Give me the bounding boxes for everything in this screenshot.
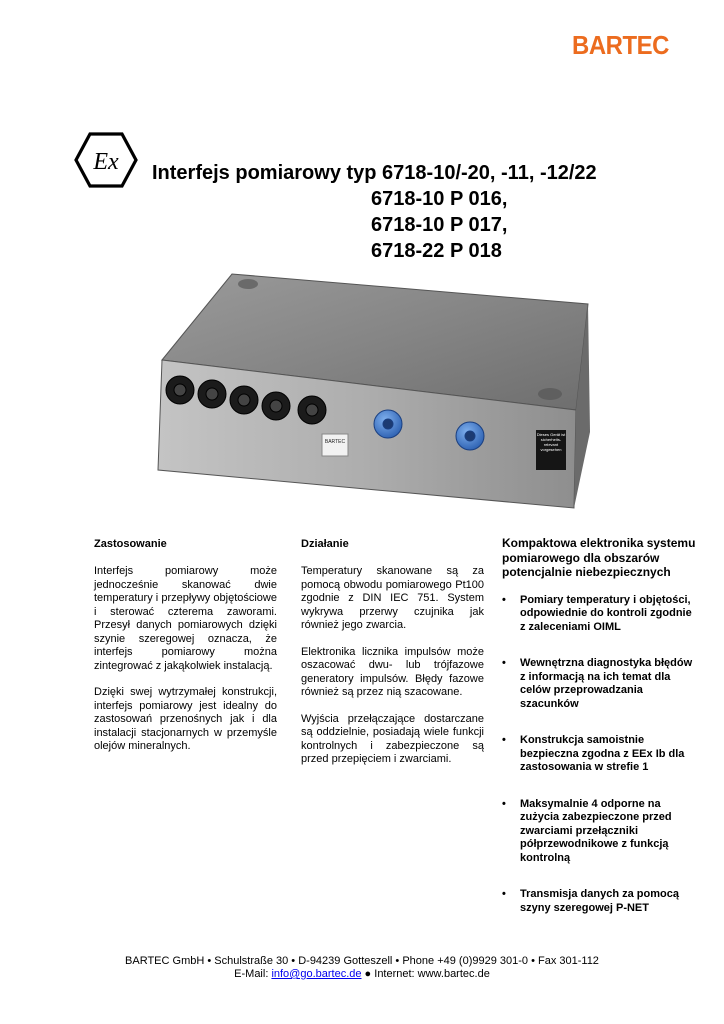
section-operation-heading: Działanie [301, 538, 349, 550]
title-line-2: 6718-10 P 016, [371, 188, 508, 210]
title-line-3: 6718-10 P 017, [371, 214, 508, 236]
list-item [502, 888, 697, 915]
bullet-icon: • [502, 657, 506, 669]
section-features-heading: Kompaktowa elektronika systemu pomiarowego dla obszarów potencjalnie niebezpiecznych [502, 536, 696, 579]
title-line-1: Interfejs pomiarowy typ 6718-10/-20, -11, -12/22 [152, 162, 597, 184]
email-link[interactable]: info@go.bartec.de [271, 968, 362, 980]
bullet-icon: • [502, 888, 506, 900]
photo-label-warning: Dieses Gerät ist sicherheits-relevant vorgesehen [536, 432, 566, 452]
feature-list [502, 594, 697, 916]
list-item [502, 594, 697, 635]
section-application-heading: Zastosowanie [94, 538, 167, 550]
section-operation-p1: Temperatury skanowane są za pomocą obwodu pomiarowego Pt100 zgodnie z DIN IEC 751. System wykrywa przerwy czujnika jak również jego zwarcia. [301, 565, 484, 631]
section-application-p1: Interfejs pomiarowy może jednocześnie skanować dwie temperatury i przepływy objętościowe i sterować czterema zaworami. Przesył danych pomiarowych dzięki szynie szeregowej oznacza, że interfejs pomiarowy można zintegrować z jakąkolwiek instalacją. [94, 565, 277, 672]
section-operation-p3: Wyjścia przełączające dostarczane są oddzielnie, posiadają wiele funkcji kontrolnych i zabezpieczone są przed przepięciem i zwarciami. [301, 712, 484, 765]
section-application [94, 538, 277, 767]
feature-text: Maksymalnie 4 odporne na zużycia zabezpieczone przed zwarciami przełączniki półprzewodnikowe z funkcją kontrolną [520, 797, 672, 864]
bullet-icon: • [502, 797, 506, 810]
feature-text: Pomiary temperatury i objętości, odpowiednie do kontroli zgodnie z zaleceniami OIML [520, 593, 692, 633]
list-item [502, 798, 697, 866]
feature-text: Transmisja danych za pomocą szyny szeregowej P-NET [520, 888, 679, 914]
feature-text: Wewnętrzna diagnostyka błędów z informacją na ich temat dla celów przeprowadzania szacunków [520, 657, 693, 710]
ex-mark-text: Ex [93, 149, 119, 175]
footer-internet: ● Internet: www.bartec.de [361, 968, 490, 980]
footer-email-label: E-Mail: [234, 968, 272, 980]
section-application-p2: Dzięki swej wytrzymałej konstrukcji, interfejs pomiarowy jest idealny do zastosowań przenośnych jak i dla instalacji stacjonarnych w przemyśle olejów mineralnych. [94, 686, 277, 752]
ex-explosion-protection-icon [74, 132, 138, 188]
section-features [502, 538, 697, 938]
bullet-icon: • [502, 593, 506, 606]
bullet-icon: • [502, 734, 506, 746]
section-operation [301, 538, 484, 780]
product-photo [150, 262, 590, 514]
list-item [502, 657, 697, 711]
title-line-4: 6718-22 P 018 [371, 240, 502, 262]
bartec-logo: BARTEC [572, 30, 669, 60]
photo-label-small: BARTEC [324, 439, 346, 445]
footer [0, 955, 724, 981]
footer-address: BARTEC GmbH • Schulstraße 30 • D-94239 Gotteszell • Phone +49 (0)9929 301-0 • Fax 301-112 [125, 955, 599, 967]
list-item [502, 734, 697, 775]
feature-text: Konstrukcja samoistnie bezpieczna zgodna z EEx Ib dla zastosowania w strefie 1 [520, 734, 685, 773]
page-title [152, 160, 597, 264]
section-operation-p2: Elektronika licznika impulsów może oszacować dwu- lub trójfazowe generatory impulsów. Błędy fazowe również są przez nią szacowane. [301, 645, 484, 698]
footer-contact [0, 968, 724, 981]
